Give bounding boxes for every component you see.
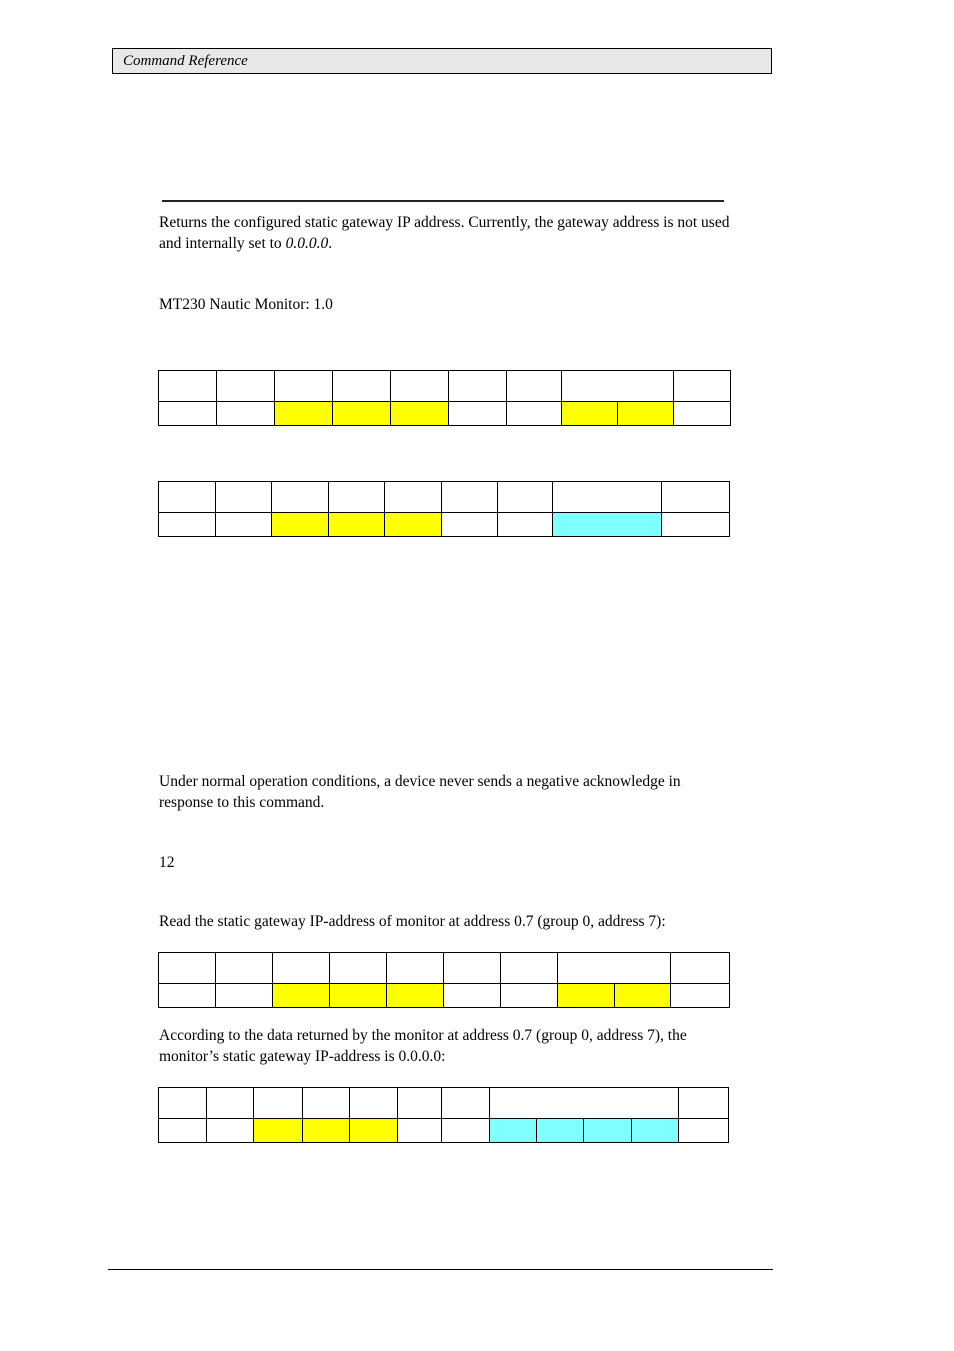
frame-value-row xyxy=(159,984,730,1008)
frame-value-row xyxy=(159,402,731,426)
command-frame-table xyxy=(158,370,731,426)
frame-value-row xyxy=(159,513,730,537)
example-request-table xyxy=(158,952,730,1008)
header-title: Command Reference xyxy=(123,53,248,69)
availability-text: MT230 Nautic Monitor: 1.0 xyxy=(159,296,333,313)
example-response-table xyxy=(158,1087,729,1143)
example-response-text: According to the data returned by the monitor at address 0.7 (group 0, address 7), the monitor’s static gateway IP-address is 0.0.0.0: xyxy=(159,1027,687,1065)
example-request-text: Read the static gateway IP-address of monitor at address 0.7 (group 0, address 7): xyxy=(159,913,666,930)
frame-header-row xyxy=(159,371,731,402)
description-text: Returns the configured static gateway IP address. Currently, the gateway address is not used and internally set to xyxy=(159,214,730,252)
description-end: . xyxy=(328,235,333,252)
frame-header-row xyxy=(159,1088,729,1119)
description-paragraph xyxy=(159,212,734,254)
response-frame-table xyxy=(158,481,730,537)
frame-value-row xyxy=(159,1119,729,1143)
nak-paragraph: Under normal operation conditions, a device never sends a negative acknowledge in response to this command. xyxy=(159,773,681,811)
section-rule xyxy=(162,200,724,202)
page-header xyxy=(112,48,772,74)
description-value: 0.0.0.0 xyxy=(285,235,329,252)
frame-header-row xyxy=(159,482,730,513)
command-number: 12 xyxy=(159,854,175,871)
footer-rule xyxy=(108,1269,773,1270)
frame-header-row xyxy=(159,953,730,984)
